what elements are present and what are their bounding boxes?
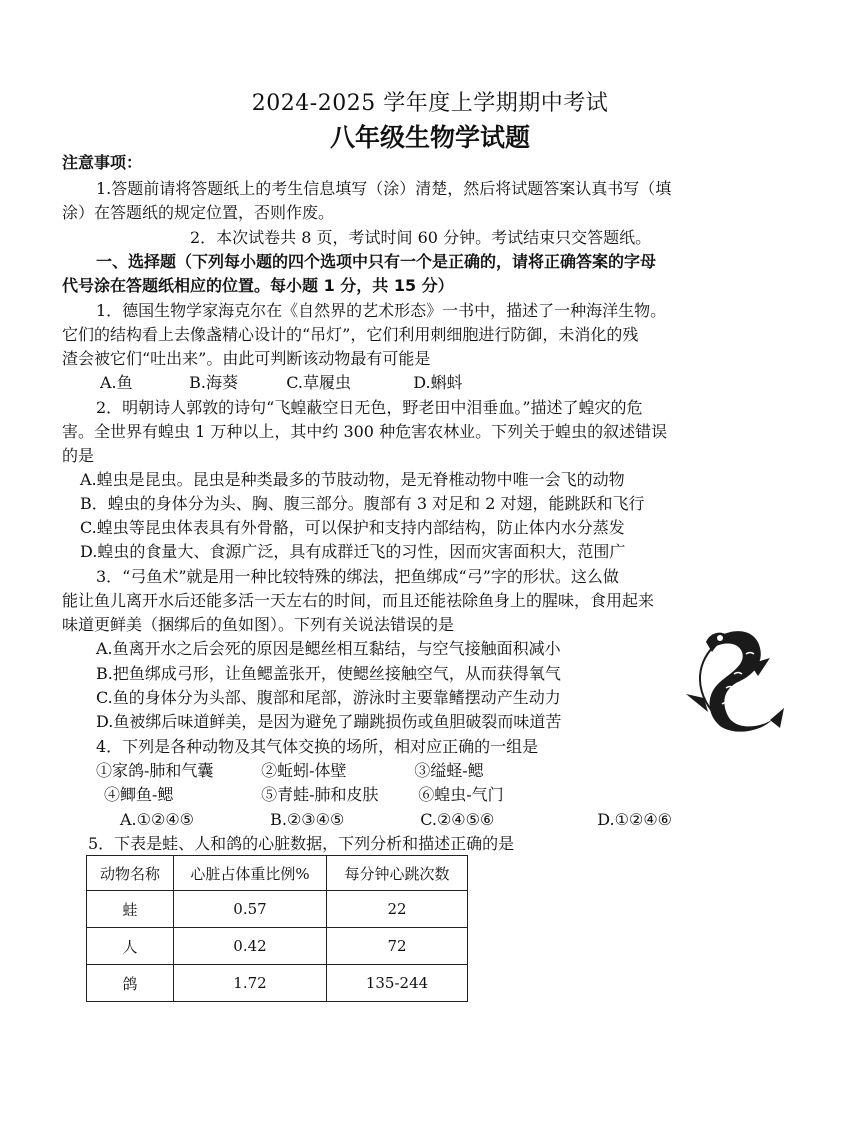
notes-item1-line1: 1.答题前请将答题纸上的考生信息填写（涂）清楚，然后将试题答案认真书写（填	[96, 179, 672, 198]
q1-option-a[interactable]: A.鱼	[100, 373, 133, 392]
q3-option-d[interactable]: D.鱼被绑后味道鲜美，是因为避免了蹦跳损伤或鱼胆破裂而味道苦	[96, 712, 562, 731]
q4-item-5: ⑤青蛙-肺和皮肤	[261, 785, 379, 804]
q1-option-d[interactable]: D.蝌蚪	[413, 373, 463, 392]
q1-stem-line2: 它们的结构看上去像盏精心设计的“吊灯”，它们利用刺细胞进行防御，未消化的残	[62, 325, 639, 344]
table-header-ratio: 心脏占体重比例%	[174, 856, 327, 891]
q1-stem-line3: 渣会被它们“吐出来”。由此可判断该动物最有可能是	[62, 349, 431, 368]
table-cell-heartrate: 135-244	[327, 965, 468, 1002]
q4-item-6: ⑥蝗虫-气门	[418, 785, 504, 804]
q2-option-b[interactable]: B．蝗虫的身体分为头、胸、腹三部分。腹部有 3 对足和 2 对翅，能跳跃和飞行	[80, 494, 645, 513]
notes-heading: 注意事项：	[62, 153, 143, 172]
q1-stem-line1: 1．德国生物学家海克尔在《自然界的艺术形态》一书中，描述了一种海洋生物。	[96, 301, 667, 320]
table-header-animal: 动物名称	[87, 856, 174, 891]
q2-option-a[interactable]: A.蝗虫是昆虫。昆虫是种类最多的节肢动物，是无脊椎动物中唯一会飞的动物	[80, 470, 625, 489]
table-header-row	[87, 856, 468, 891]
table-row	[87, 965, 468, 1002]
q3-option-a[interactable]: A.鱼离开水之后会死的原因是鳃丝相互黏结，与空气接触面积减小	[96, 639, 561, 658]
section1-heading-line1: 一、选择题（下列每小题的四个选项中只有一个是正确的，请将正确答案的字母	[96, 252, 657, 271]
q3-stem-line2: 能让鱼儿离开水后还能多活一天左右的时间，而且还能祛除鱼身上的腥味，食用起来	[62, 591, 655, 610]
q4-items-row1	[96, 760, 484, 782]
table-row	[87, 891, 468, 928]
notes-item2: 2．本次试卷共 8 页，考试时间 60 分钟。考试结束只交答题纸。	[190, 228, 652, 247]
q1-option-c[interactable]: C.草履虫	[286, 373, 351, 392]
q4-item-3: ③缢蛏-鳃	[414, 761, 484, 780]
q2-option-d[interactable]: D.蝗虫的食量大、食源广泛，具有成群迁飞的习性，因而灾害面积大，范围广	[80, 542, 626, 561]
table-header-heartrate: 每分钟心跳次数	[327, 856, 468, 891]
q3-stem-line3: 味道更鲜美（捆绑后的鱼如图）。下列有关说法错误的是	[62, 615, 455, 634]
table-cell-animal: 鸽	[87, 965, 174, 1002]
q4-item-2: ②蚯蚓-体壁	[261, 761, 347, 780]
fish-tail-fin	[686, 694, 708, 712]
q4-options	[120, 809, 672, 831]
q2-option-c[interactable]: C.蝗虫等昆虫体表具有外骨骼，可以保护和支持内部结构，防止体内水分蒸发	[80, 518, 625, 537]
q5-stem: 5．下表是蛙、人和鸽的心脏数据，下列分析和描述正确的是	[88, 834, 515, 853]
q3-stem-line1: 3．“弓鱼术”就是用一种比较特殊的绑法，把鱼绑成“弓”字的形状。这么做	[96, 567, 619, 586]
q4-option-b[interactable]: B.②③④⑤	[270, 810, 345, 829]
table-cell-ratio: 0.42	[174, 928, 327, 965]
q4-item-1: ①家鸽-肺和气囊	[96, 761, 214, 780]
q2-stem-line1: 2．明朝诗人郭敦的诗句“飞蝗蔽空日无色，野老田中泪垂血。”描述了蝗灾的危	[96, 398, 643, 417]
q3-option-c[interactable]: C.鱼的身体分为头部、腹部和尾部，游泳时主要靠鳍摆动产生动力	[96, 688, 561, 707]
q4-item-4: ④鲫鱼-鳃	[104, 785, 174, 804]
heart-data-table	[86, 855, 468, 1002]
table-cell-heartrate: 22	[327, 891, 468, 928]
table-cell-ratio: 0.57	[174, 891, 327, 928]
table-cell-animal: 蛙	[87, 891, 174, 928]
bow-tied-fish-illustration	[676, 624, 786, 736]
notes-item1-line2: 涂）在答题纸的规定位置，否则作废。	[62, 203, 335, 222]
table-cell-animal: 人	[87, 928, 174, 965]
q3-option-b[interactable]: B.把鱼绑成弓形，让鱼鳃盖张开，使鳃丝接触空气，从而获得氧气	[96, 664, 561, 683]
q4-stem: 4．下列是各种动物及其气体交换的场所，相对应正确的一组是	[96, 737, 539, 756]
fish-eye	[717, 635, 723, 641]
fish-body	[710, 631, 773, 732]
q4-option-c[interactable]: C.②④⑤⑥	[420, 810, 495, 829]
q4-option-a[interactable]: A.①②④⑤	[120, 810, 195, 829]
table-cell-heartrate: 72	[327, 928, 468, 965]
q1-option-b[interactable]: B.海葵	[189, 373, 238, 392]
q2-stem-line3: 的是	[62, 446, 95, 465]
table-cell-ratio: 1.72	[174, 965, 327, 1002]
exam-title: 2024-2025 学年度上学期期中考试	[251, 91, 609, 116]
q2-stem-line2: 害。全世界有蝗虫 1 万种以上，其中约 300 种危害农林业。下列关于蝗虫的叙述错误	[62, 422, 668, 441]
q1-options	[100, 372, 463, 394]
table-row	[87, 928, 468, 965]
q4-items-row2	[104, 784, 504, 806]
fish-tail	[770, 708, 784, 728]
section1-heading-line2: 代号涂在答题纸相应的位置。每小题 1 分，共 15 分）	[62, 276, 454, 295]
exam-subtitle: 八年级生物学试题	[329, 123, 530, 152]
q4-option-d[interactable]: D.①②④⑥	[597, 810, 672, 829]
